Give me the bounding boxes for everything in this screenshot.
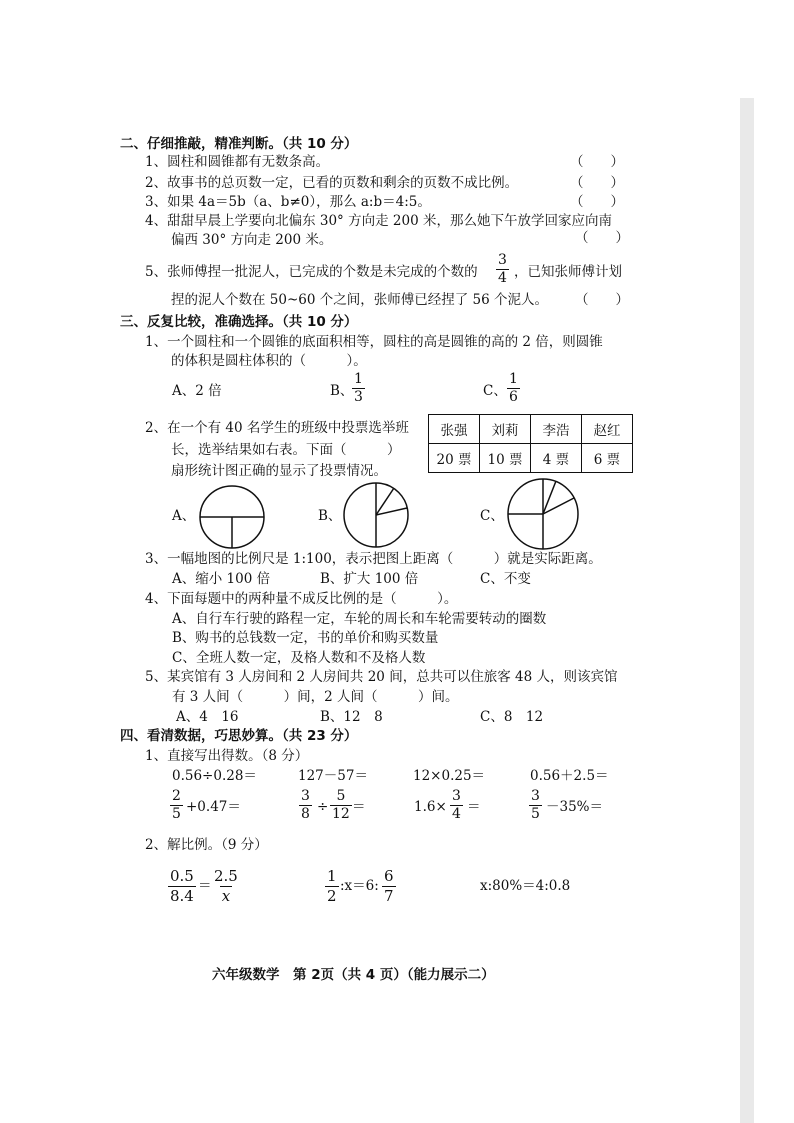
choice-q3-option-a: A、缩小 100 倍 xyxy=(172,571,271,587)
judge-q3-answer-blank: （ ） xyxy=(570,194,624,210)
pie-option-a-label: A、 xyxy=(172,508,196,524)
judge-q5-fraction xyxy=(496,252,509,287)
choice-q4-option-b: B、购书的总钱数一定，书的单价和购买数量 xyxy=(172,630,439,646)
table-cell: 4 票 xyxy=(531,444,582,473)
judge-q1-answer-blank: （ ） xyxy=(570,154,624,170)
table-header-row xyxy=(429,415,633,444)
fraction-denominator: 5 xyxy=(531,806,540,822)
fraction-numerator: 1 xyxy=(509,371,518,387)
choice-q5-line2: 有 3 人间（ ）间，2 人间（ ）间。 xyxy=(172,689,459,705)
calc-item-3: 12×0.25＝ xyxy=(413,768,486,784)
table-cell: 10 票 xyxy=(480,444,531,473)
judge-q5-line2: 捏的泥人个数在 50~60 个之间，张师傅已经捏了 56 个泥人。 xyxy=(171,292,549,308)
fraction-numerator: 3 xyxy=(498,252,507,268)
judge-q3: 3、如果 4a＝5b（a、b≠0），那么 a:b＝4:5。 xyxy=(145,194,431,210)
page-edge-shadow xyxy=(740,98,754,1123)
pie-option-b-label: B、 xyxy=(318,508,342,524)
judge-q2-answer-blank: （ ） xyxy=(570,175,624,191)
calc-item-7-prefix: 1.6× xyxy=(414,799,447,815)
page-footer: 六年级数学 第 2页（共 4 页）（能力展示二） xyxy=(212,967,495,983)
calc-subsection-heading: 1、直接写出得数。（8 分） xyxy=(145,748,309,764)
fraction-denominator: 4 xyxy=(498,270,507,286)
section-3-heading: 三、反复比较，准确选择。（共 10 分） xyxy=(120,314,358,330)
choice-q4-option-c: C、全班人数一定，及格人数和不及格人数 xyxy=(172,650,426,666)
choice-q1-option-c-fraction xyxy=(507,371,520,406)
fraction-denominator: 4 xyxy=(452,806,461,822)
table-cell: 张强 xyxy=(429,415,480,444)
choice-q5-option-b: B、12 8 xyxy=(320,709,383,725)
judge-q1: 1、圆柱和圆锥都有无数条高。 xyxy=(145,154,330,170)
choice-q3-option-b: B、扩大 100 倍 xyxy=(320,571,419,587)
fraction-denominator: 3 xyxy=(354,389,363,405)
judge-q4-answer-blank: （ ） xyxy=(575,230,629,246)
choice-q5-option-c: C、8 12 xyxy=(480,709,544,725)
choice-q1-option-b-fraction xyxy=(352,371,365,406)
fraction-numerator: 3 xyxy=(452,788,461,804)
choice-q1-line1: 1、一个圆柱和一个圆锥的底面积相等，圆柱的高是圆锥的高的 2 倍，则圆锥 xyxy=(145,334,603,350)
fraction-denominator: 2 xyxy=(327,887,337,905)
fraction-numerator: 3 xyxy=(301,788,310,804)
proportion-1-left-fraction xyxy=(168,867,196,906)
choice-q3-option-c: C、不变 xyxy=(480,571,531,587)
calc-item-7-fraction xyxy=(450,788,463,823)
fraction-denominator: 7 xyxy=(384,887,394,905)
section-2-heading: 二、仔细推敲，精准判断。（共 10 分） xyxy=(120,136,358,152)
judge-q5-answer-blank: （ ） xyxy=(575,292,629,308)
judge-q4-line1: 4、甜甜早晨上学要向北偏东 30° 方向走 200 米，那么她下午放学回家应向南 xyxy=(145,213,612,229)
fraction-denominator: 5 xyxy=(172,806,181,822)
proportion-1-right-fraction xyxy=(212,867,240,906)
choice-q3-line1: 3、一幅地图的比例尺是 1:100，表示把图上距离（ ）就是实际距离。 xyxy=(145,551,602,567)
fraction-numerator: 2.5 xyxy=(214,867,238,885)
fraction-numerator: 1 xyxy=(354,371,363,387)
fraction-numerator: 3 xyxy=(531,788,540,804)
choice-q4-line1: 4、下面每题中的两种量不成反比例的是（ ）。 xyxy=(145,591,458,607)
choice-q1-option-a: A、2 倍 xyxy=(172,383,222,399)
calc-item-6-fraction-1 xyxy=(299,788,312,823)
fraction-denominator: 6 xyxy=(509,389,518,405)
fraction-numerator: 2 xyxy=(172,788,181,804)
table-cell: 赵红 xyxy=(582,415,633,444)
choice-q2-line2: 长，选举结果如右表。下面（ ） xyxy=(171,442,401,458)
vote-results-table xyxy=(428,414,633,473)
calc-item-1: 0.56÷0.28＝ xyxy=(172,768,257,784)
table-cell: 6 票 xyxy=(582,444,633,473)
pie-chart-option-b xyxy=(342,481,410,549)
table-cell: 李浩 xyxy=(531,415,582,444)
proportion-2-left-fraction xyxy=(325,867,339,906)
table-row xyxy=(429,444,633,473)
proportion-subsection-heading: 2、解比例。（9 分） xyxy=(145,837,268,853)
proportion-2-middle: :x＝6: xyxy=(340,878,379,894)
choice-q5-option-a: A、4 16 xyxy=(176,709,239,725)
calc-item-7-equals: ＝ xyxy=(467,799,481,815)
calc-item-4: 0.56＋2.5＝ xyxy=(530,768,609,784)
calc-item-5-rest: +0.47＝ xyxy=(186,799,241,815)
judge-q5-line1a: 5、张师傅捏一批泥人，已完成的个数是未完成的个数的 xyxy=(145,264,478,280)
table-cell: 20 票 xyxy=(429,444,480,473)
pie-option-c-label: C、 xyxy=(480,508,504,524)
section-4-heading: 四、看清数据，巧思妙算。（共 23 分） xyxy=(120,728,358,744)
choice-q5-line1: 5、某宾馆有 3 人房间和 2 人房间共 20 间，总共可以住旅客 48 人，则该宾馆 xyxy=(145,669,618,685)
choice-q1-option-b: B、 xyxy=(330,383,354,399)
pie-chart-option-a xyxy=(198,484,266,550)
fraction-denominator: x xyxy=(221,887,231,905)
calc-item-5-fraction xyxy=(170,788,183,823)
judge-q2: 2、故事书的总页数一定，已看的页数和剩余的页数不成比例。 xyxy=(145,175,519,191)
fraction-numerator: 1 xyxy=(327,867,337,885)
fraction-numerator: 0.5 xyxy=(170,867,194,885)
calc-item-2: 127－57＝ xyxy=(298,768,368,784)
calc-item-6-equals: ＝ xyxy=(352,799,366,815)
choice-q1-option-c: C、 xyxy=(483,383,507,399)
judge-q4-line2: 偏西 30° 方向走 200 米。 xyxy=(171,232,333,248)
calc-item-8-fraction xyxy=(529,788,542,823)
calc-item-6-operator: ÷ xyxy=(317,799,329,815)
fraction-denominator: 8 xyxy=(301,806,310,822)
pie-chart-option-c xyxy=(505,476,581,552)
fraction-denominator: 8.4 xyxy=(170,887,194,905)
choice-q2-line3: 扇形统计图正确的显示了投票情况。 xyxy=(171,463,387,479)
fraction-denominator: 12 xyxy=(332,806,350,822)
fraction-numerator: 6 xyxy=(384,867,394,885)
proportion-1-equals: ＝ xyxy=(198,878,212,894)
fraction-numerator: 5 xyxy=(336,788,346,804)
calc-item-6-fraction-2 xyxy=(330,788,352,823)
judge-q5-line1b: ，已知张师傅计划 xyxy=(514,264,622,280)
table-cell: 刘莉 xyxy=(480,415,531,444)
choice-q1-line2: 的体积是圆柱体积的（ ）。 xyxy=(171,353,367,369)
choice-q2-line1: 2、在一个有 40 名学生的班级中投票选举班 xyxy=(145,420,409,436)
choice-q4-option-a: A、自行车行驶的路程一定，车轮的周长和车轮需要转动的圈数 xyxy=(172,611,547,627)
calc-item-8-rest: －35%＝ xyxy=(546,799,604,815)
proportion-3: x:80%＝4:0.8 xyxy=(480,878,571,894)
proportion-2-right-fraction xyxy=(382,867,396,906)
